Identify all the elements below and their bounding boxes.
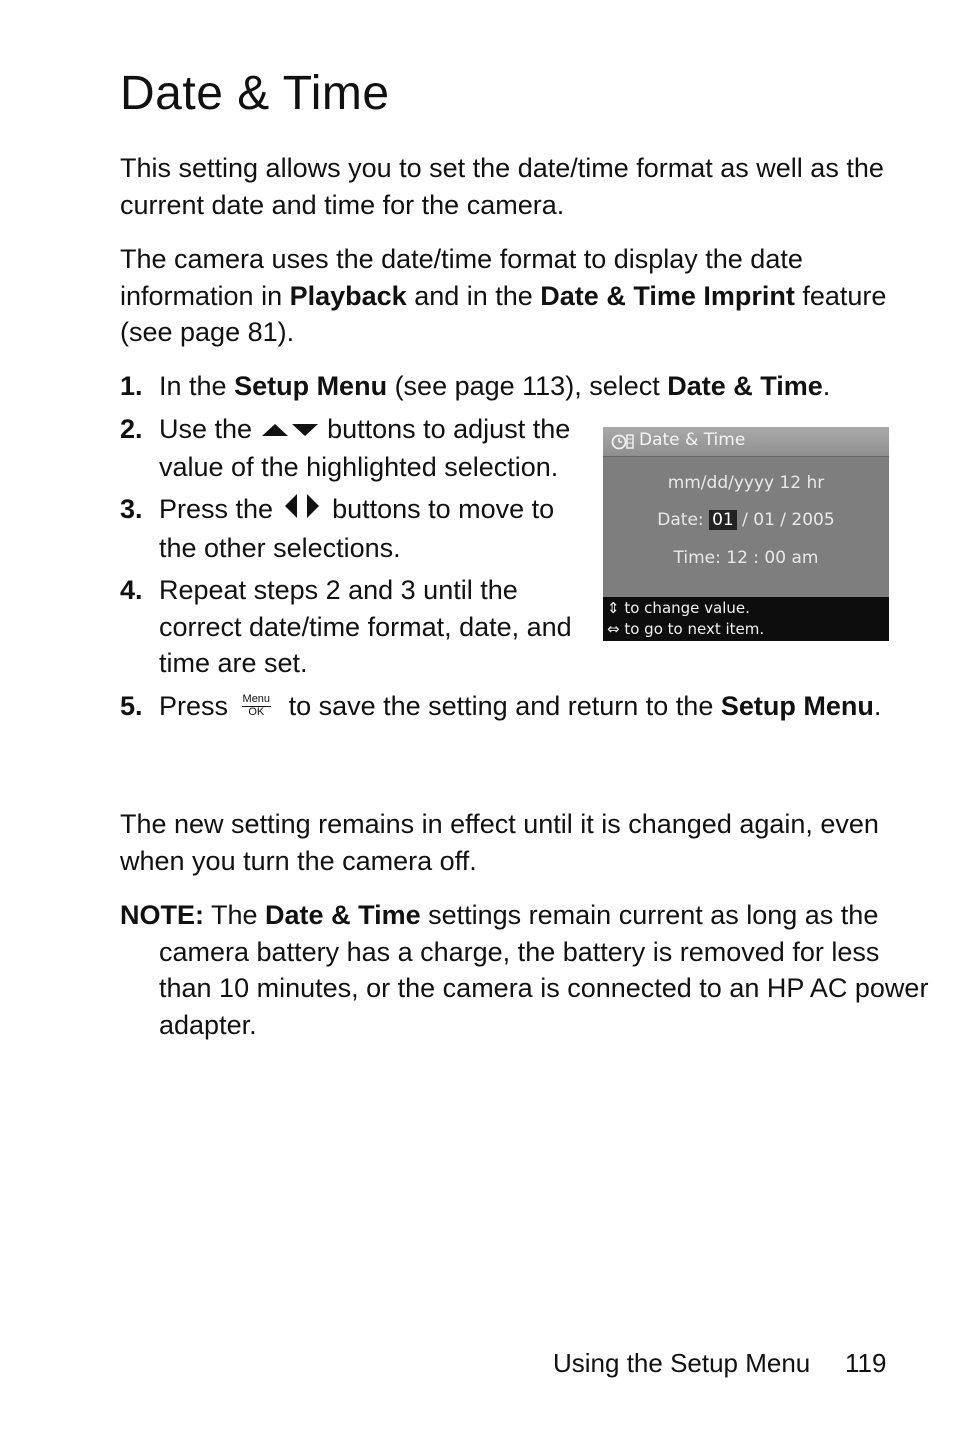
page-title: Date & Time <box>120 67 390 120</box>
time-row: Time: 12 : 00 am <box>673 548 819 568</box>
hint-next-item: ⇔ to go to next item. <box>607 620 765 638</box>
up-down-hint-icon: ⇕ <box>607 599 620 617</box>
step-2: 2. Use the buttons to adjust the value of the highlighted selection. <box>120 413 571 482</box>
imprint-term: Date & Time Imprint <box>540 280 795 311</box>
up-down-arrows-icon <box>260 412 320 449</box>
playback-term: Playback <box>289 280 407 311</box>
intro-paragraph: This setting allows you to set the date/time format as well as the current date and time for the camera. <box>120 153 884 220</box>
camera-screen-title-bar <box>603 427 889 457</box>
camera-screen <box>603 427 889 641</box>
format-paragraph: The camera uses the date/time format to display the date information in Playback and in the Date & Time Imprint feature (see page 81). <box>120 244 887 347</box>
step-3: 3. Press the buttons to move to the other selections. <box>120 494 555 563</box>
camera-screen-hints <box>603 597 889 641</box>
date-highlight: 01 <box>709 510 737 530</box>
format-row: mm/dd/yyyy 12 hr <box>667 473 825 493</box>
date-row: Date: 01 / 01 / 2005 <box>657 510 835 530</box>
menu-ok-icon: Menu OK <box>242 692 271 718</box>
step-1: 1. In the Setup Menu (see page 113), select Date & Time. <box>120 371 831 401</box>
step-4: 4. Repeat steps 2 and 3 until the correct date/time format, date, and time are set. <box>120 575 572 679</box>
hint-change-value: ⇕ to change value. <box>607 599 750 617</box>
note-label: NOTE: <box>120 900 204 930</box>
camera-screen-title: Date & Time <box>639 430 746 450</box>
step-5: 5. Press Menu OK to save the setting and return to the Setup Menu. <box>120 690 882 721</box>
page-number: 119 <box>845 1348 887 1378</box>
after-paragraph: The new setting remains in effect until it is changed again, even when you turn the camera off. <box>120 809 879 876</box>
footer-section: Using the Setup Menu <box>553 1348 811 1378</box>
note: NOTE: The Date & Time settings remain current as long as the camera battery has a charge, the battery is removed for less than 10 minutes, or the camera is connected to an HP AC power adapter. <box>120 900 929 1040</box>
clock-menu-icon <box>611 432 635 454</box>
left-right-hint-icon: ⇔ <box>607 620 620 638</box>
left-right-arrows-icon <box>281 492 325 530</box>
